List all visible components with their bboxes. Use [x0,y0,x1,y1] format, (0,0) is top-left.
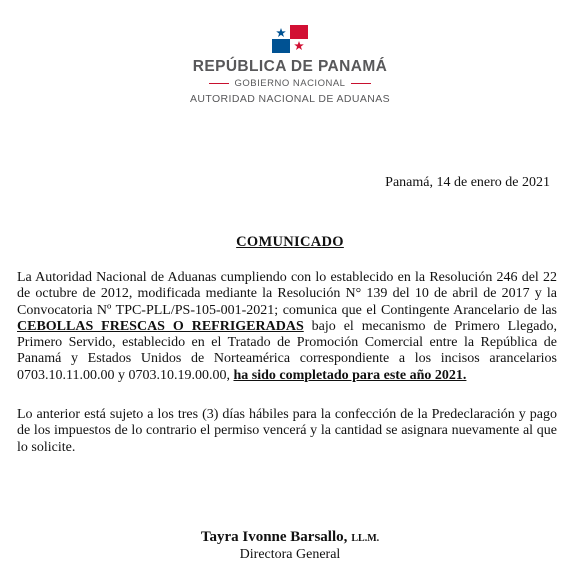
letterhead [0,25,580,105]
republic-heading: REPÚBLICA DE PANAMÁ [192,58,388,75]
signature-block [0,528,580,563]
document-title: COMUNICADO [236,234,344,250]
authority-label: AUTORIDAD NACIONAL DE ADUANAS [189,93,391,105]
paragraph-text-1: La Autoridad Nacional de Aduanas cumpliendo con lo establecido en la Resolución 246 del 22 de octubre de 2012, modificada mediante la Resolución N° 139 del 10 de abril de 2017 y la Convocatoria Nº TPC-PLL/PS-105-001-2021; comunica que el Contingente Arancelario de las [17,270,557,318]
main-paragraph [17,270,557,384]
quota-status: ha sido completado para este año 2021. [233,367,467,383]
signatory-name: Tayra Ivonne Barsallo, [200,529,348,545]
panama-flag-icon [272,25,308,53]
document-date: Panamá, 14 de enero de 2021 [385,175,550,190]
signatory-credential: LL.M. [351,533,380,544]
paragraph-text-2: bajo el mecanismo de Primero Llegado, Primero Servido, establecido en el Tratado de Promoción Comercial entre la República de Panamá y Estados Unidos de Norteamérica correspondiente a los incisos arancelarios 0703.10.11.00.00 y 0703.10.19.00.00, [17,318,557,383]
right-divider [351,83,371,85]
left-divider [209,83,229,85]
product-name: CEBOLLAS FRESCAS O REFRIGERADAS [17,318,304,334]
government-label: GOBIERNO NACIONAL [234,78,346,89]
signatory-role: Directora General [239,547,341,562]
second-paragraph: Lo anterior está sujeto a los tres (3) días hábiles para la confección de la Predeclaración y pago de los impuestos de lo contrario el permiso vencerá y la cantidad se asignara nuevamente al que lo solicite. [17,407,557,455]
government-line [0,78,580,89]
